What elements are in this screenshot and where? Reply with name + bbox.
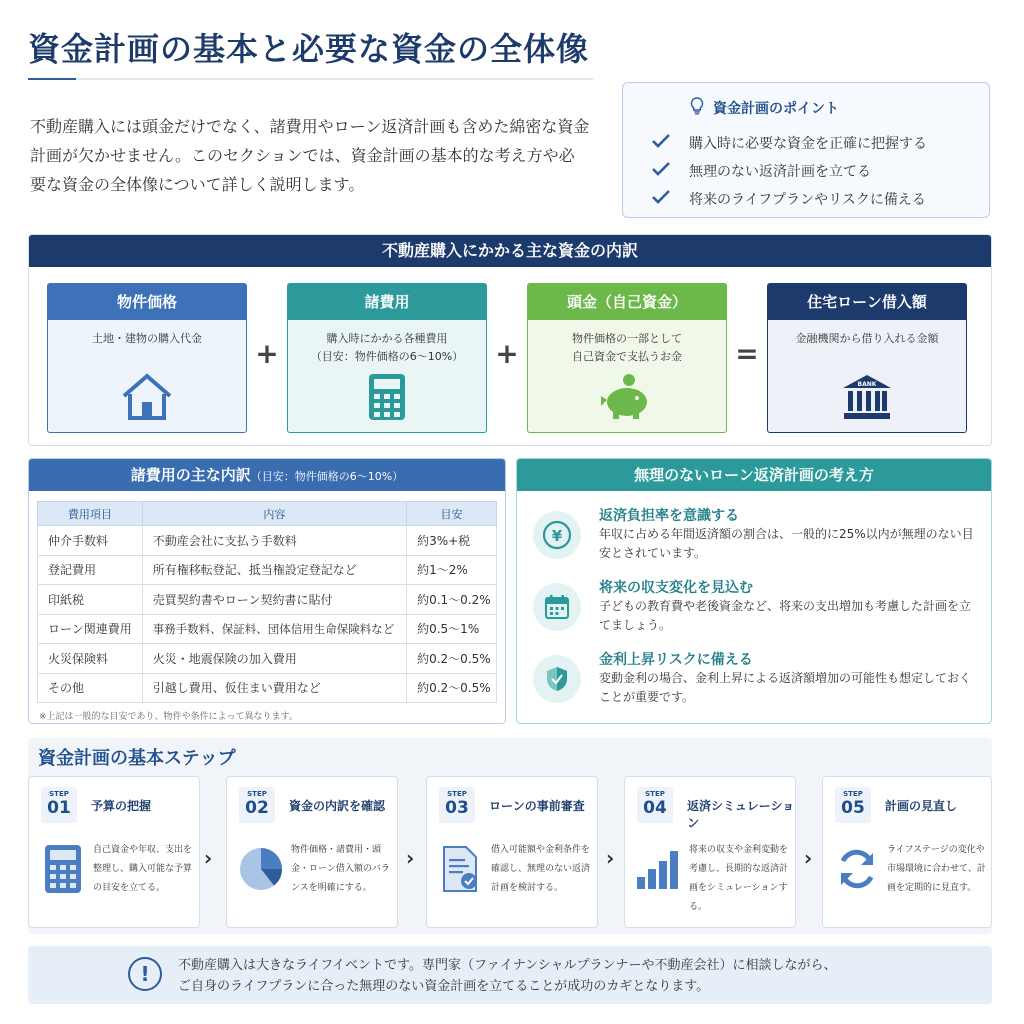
points-title: 資金計画のポイント [713,101,839,117]
step-card: STEP 01 予算の把握 自己資金や年収、支出を整理し、購入可能な予算の目安を立てる。 [28,776,200,928]
bank-label: BANK [857,381,877,388]
piggy-bank-icon [528,372,726,422]
table-row: 印紙税 売買契約書やローン契約書に貼付 約0.1〜0.2% [38,585,497,615]
step-number: STEP 03 [439,787,475,823]
card-loan-amount: 住宅ローン借入額 金融機関から借り入れる金額 BANK [767,283,967,433]
table-row: 仲介手数料 不動産会社に支払う手数料 約3%+税 [38,526,497,556]
pie-chart-icon [237,839,285,899]
table-row: 登記費用 所有権移転登記、抵当権設定登記など 約1〜2% [38,555,497,585]
lightbulb-icon [689,97,705,119]
costs-note: ※上記は一般的な目安であり、物件や条件によって異なります。 [39,712,298,722]
step-card: STEP 02 資金の内訳を確認 物件価格・諸費用・頭金・ローン借入額のバランスを明確にする。 [226,776,398,928]
step-card: STEP 05 計画の見直し ライフステージの変化や市場環境に合わせて、計画を定期的に見直す。 [822,776,992,928]
loan-plan-panel [516,458,992,724]
points-list [651,129,927,213]
steps-title: 資金計画の基本ステップ [38,748,236,769]
chevron-right-icon: › [406,846,415,870]
shield-icon [533,655,581,703]
step-number: STEP 01 [41,787,77,823]
loan-item: ¥ 返済負担率を意識する 年収に占める年間返済額の割合は、一般的に25%以内が無理のない目安とされています。 [533,505,983,573]
card-down-payment: 頭金（自己資金） 物件価格の一部として 自己資金で支払うお金 [527,283,727,433]
step-number: STEP 04 [637,787,673,823]
point-item: 将来のライフプランやリスクに備える [651,185,927,213]
yen-icon [533,511,581,559]
step-number: STEP 05 [835,787,871,823]
page-title: 資金計画の基本と必要な資金の全体像 [28,30,590,68]
document-check-icon [437,839,485,899]
calendar-icon [533,583,581,631]
refresh-icon [833,839,881,899]
footer-line: 不動産購入は大きなライフイベントです。専門家（ファイナンシャルプランナーや不動産会社）に相談しながら、 [178,958,837,973]
costs-panel [28,458,506,724]
costs-table [37,501,497,703]
calculator-icon [288,372,486,422]
calculator-icon [39,839,87,899]
point-item: 無理のない返済計画を立てる [651,157,927,185]
check-icon [651,161,671,181]
card-property-price: 物件価格 土地・建物の購入代金 [47,283,247,433]
step-card: STEP 03 ローンの事前審査 借入可能額や金利条件を確認し、無理のない返済計画を検討する。 [426,776,598,928]
table-row: その他 引越し費用、仮住まい費用など 約0.2〜0.5% [38,673,497,703]
svg-text:¥: ¥ [551,527,563,545]
plus-operator: + [255,337,279,370]
fund-breakdown-section [28,234,992,446]
info-icon: ! [128,957,162,991]
card-misc-costs: 諸費用 購入時にかかる各種費用 （目安：物件価格の6〜10%） [287,283,487,433]
step-number: STEP 02 [239,787,275,823]
breakdown-title: 不動産購入にかかる主な資金の内訳 [29,235,991,267]
bank-icon [768,372,966,422]
loan-item: 金利上昇リスクに備える 変動金利の場合、金利上昇による返済額増加の可能性も想定しておくことが重要です。 [533,649,983,717]
step-card: STEP 04 返済シミュレーション 将来の収支や金利変動を考慮し、長期的な返済計画をシミュレーションする。 [624,776,796,928]
table-row: 火災保険料 火災・地震保険の加入費用 約0.2〜0.5% [38,644,497,674]
house-icon [48,372,246,422]
title-divider [28,78,593,80]
chevron-right-icon: › [204,846,213,870]
footer-notice [28,946,992,1004]
intro-text: 不動産購入には頭金だけでなく、諸費用やローン返済計画も含めた綿密な資金計画が欠かせません。このセクションでは、資金計画の基本的な考え方や必要な資金の全体像について詳しく説明します。 [30,117,590,194]
points-box [622,82,990,218]
point-item: 購入時に必要な資金を正確に把握する [651,129,927,157]
chevron-right-icon: › [606,846,615,870]
chevron-right-icon: › [804,846,813,870]
plus-operator: + [495,337,519,370]
table-row: ローン関連費用 事務手数料、保証料、団体信用生命保険料など 約0.5〜1% [38,614,497,644]
points-header [689,97,839,119]
loan-header: 無理のないローン返済計画の考え方 [517,459,991,491]
table-header-row: 費用項目 内容 目安 [38,502,497,526]
check-icon [651,133,671,153]
footer-line: ご自身のライフプランに合った無理のない資金計画を立てることが成功のカギとなります。 [178,979,710,994]
equals-operator: = [735,337,759,370]
costs-header: 諸費用の主な内訳（目安：物件価格の6〜10%） [29,459,505,491]
bar-chart-icon [635,839,683,899]
check-icon [651,189,671,209]
loan-item: 将来の収支変化を見込む 子どもの教育費や老後資金など、将来の支出増加も考慮した計画を立てましょう。 [533,577,983,645]
